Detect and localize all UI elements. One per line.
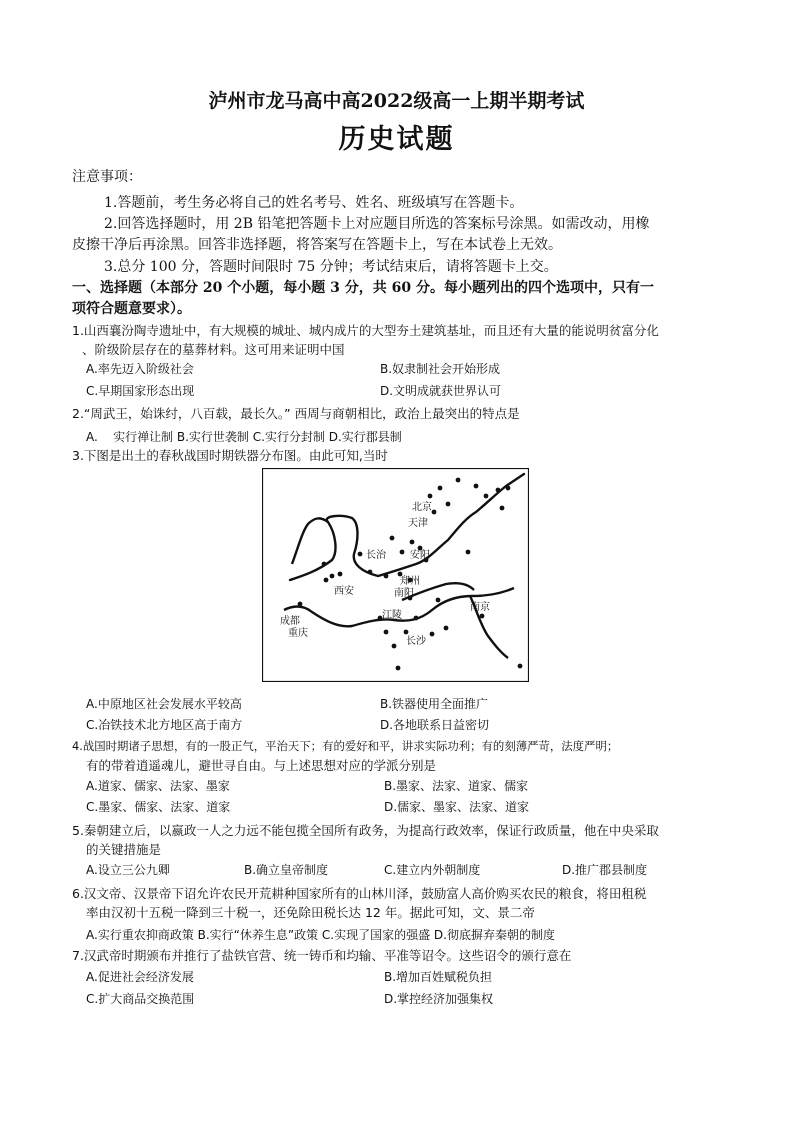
q5-option-d[interactable]: D.推广郡县制度 — [562, 863, 648, 877]
q6-stem-line1: 6.汉文帝、汉景帝下诏允许农民开荒耕种国家所有的山林川泽，鼓励富人高价购买农民的粮食，将田租税 — [72, 886, 647, 901]
q4-option-d[interactable]: D.儒家、墨家、法家、道家 — [384, 800, 530, 814]
q7-option-d[interactable]: D.掌控经济加强集权 — [384, 992, 494, 1006]
q5-option-b[interactable]: B.确立皇帝制度 — [244, 863, 329, 877]
q5-stem-line2: 的关键措施是 — [86, 842, 162, 857]
q5-option-a[interactable]: A.设立三公九卿 — [86, 863, 170, 877]
notes-heading: 注意事项： — [72, 169, 142, 185]
q2-options[interactable]: A. 实行禅让制 B.实行世袭制 C.实行分封制 D.实行郡县制 — [86, 430, 402, 444]
q7-option-a[interactable]: A.促进社会经济发展 — [86, 970, 194, 984]
note-item-1: 1.答题前，考生务必将自己的姓名考号、姓名、班级填写在答题卡。 — [104, 195, 524, 211]
q4-option-b[interactable]: B.墨家、法家、道家、儒家 — [384, 779, 529, 793]
map-label-chongqing: 重庆 — [288, 628, 308, 639]
subject-title: 历史试题 — [338, 124, 455, 155]
q5-stem-line1: 5.秦朝建立后，以嬴政一人之力远不能包揽全国所有政务，为提高行政效率，保证行政质量，他在中央采取 — [72, 823, 659, 838]
map-label-anyang: 安阳 — [410, 550, 430, 561]
q2-stem: 2.“周武王，始诛纣，八百载，最长久。” 西周与商朝相比，政治上最突出的特点是 — [72, 406, 520, 421]
section-heading-line2: 项符合题意要求）。 — [72, 301, 191, 317]
map-label-zhengzhou: 郑州 — [400, 576, 420, 587]
q3-option-c[interactable]: C.冶铁技术北方地区高于南方 — [86, 718, 243, 732]
q6-options[interactable]: A.实行重农抑商政策 B.实行“休养生息”政策 C.实现了国家的强盛 D.彻底摒弃秦朝的制度 — [86, 928, 555, 942]
exam-title: 泸州市龙马高中高2022级高一上期半期考试 — [208, 90, 585, 112]
q7-stem: 7.汉武帝时期颁布并推行了盐铁官营、统一铸币和均输、平准等诏令。这些诏令的颁行意在 — [72, 948, 572, 963]
q7-option-c[interactable]: C.扩大商品交换范围 — [86, 992, 195, 1006]
q6-stem-line2: 率由汉初十五税一降到三十税一，还免除田税长达 12 年。据此可知，文、景二帝 — [86, 905, 535, 920]
q3-option-b[interactable]: B.铁器使用全面推广 — [380, 697, 489, 711]
q1-option-b[interactable]: B.奴隶制社会开始形成 — [380, 362, 501, 376]
map-label-nanjing: 南京 — [470, 602, 490, 613]
q7-option-b[interactable]: B.增加百姓赋税负担 — [384, 970, 493, 984]
q4-option-a[interactable]: A.道家、儒家、法家、墨家 — [86, 779, 230, 793]
map-label-changsha: 长沙 — [406, 636, 426, 647]
q1-option-a[interactable]: A.率先迈入阶级社会 — [86, 362, 194, 376]
iron-tools-distribution-map — [262, 468, 529, 682]
q1-option-d[interactable]: D.文明成就获世界认可 — [380, 384, 502, 398]
note-item-3: 3.总分 100 分，答题时间限时 75 分钟；考试结束后，请将答题卡上交。 — [104, 259, 558, 275]
map-label-nanyang: 南阳 — [394, 588, 414, 599]
section-heading-line1: 一、选择题（本部分 20 个小题，每小题 3 分，共 60 分。每小题列出的四个选项中，只有一 — [72, 280, 654, 296]
q1-stem-line2: 、阶级阶层存在的墓葬材料。这可用来证明中国 — [82, 342, 345, 357]
q5-option-c[interactable]: C.建立内外朝制度 — [384, 863, 481, 877]
q4-option-c[interactable]: C.墨家、儒家、法家、道家 — [86, 800, 231, 814]
q3-option-a[interactable]: A.中原地区社会发展水平较高 — [86, 697, 242, 711]
map-label-chengdu: 成都 — [280, 616, 300, 627]
q4-stem-line2: 有的带着逍遥魂儿，避世寻自由。与上述思想对应的学派分别是 — [86, 758, 437, 773]
q4-stem-line1: 4.战国时期诸子思想，有的一股正气，平治天下；有的爱好和平，讲求实际功利；有的刻薄严苛，法度严明； — [72, 739, 619, 753]
map-label-beijing: 北京 — [412, 502, 432, 513]
q1-option-c[interactable]: C.早期国家形态出现 — [86, 384, 195, 398]
map-label-jiangling: 江陵 — [382, 610, 402, 621]
q3-option-d[interactable]: D.各地联系日益密切 — [380, 718, 490, 732]
note-item-2-line1: 2.回答选择题时，用 2B 铅笔把答题卡上对应题目所选的答案标号涂黑。如需改动，用橡 — [104, 216, 650, 232]
q3-stem: 3.下图是出土的春秋战国时期铁器分布图。由此可知,当时 — [72, 448, 388, 463]
map-label-tianjin: 天津 — [408, 518, 428, 529]
note-item-2-line2: 皮擦干净后再涂黑。回答非选择题，将答案写在答题卡上，写在本试卷上无效。 — [72, 237, 562, 253]
map-label-changzhi: 长治 — [366, 550, 386, 561]
map-label-xian: 西安 — [334, 586, 354, 597]
q1-stem-line1: 1.山西襄汾陶寺遗址中，有大规模的城址、城内成片的大型夯土建筑基址，而且还有大量的能说明贫富分化 — [72, 323, 659, 338]
